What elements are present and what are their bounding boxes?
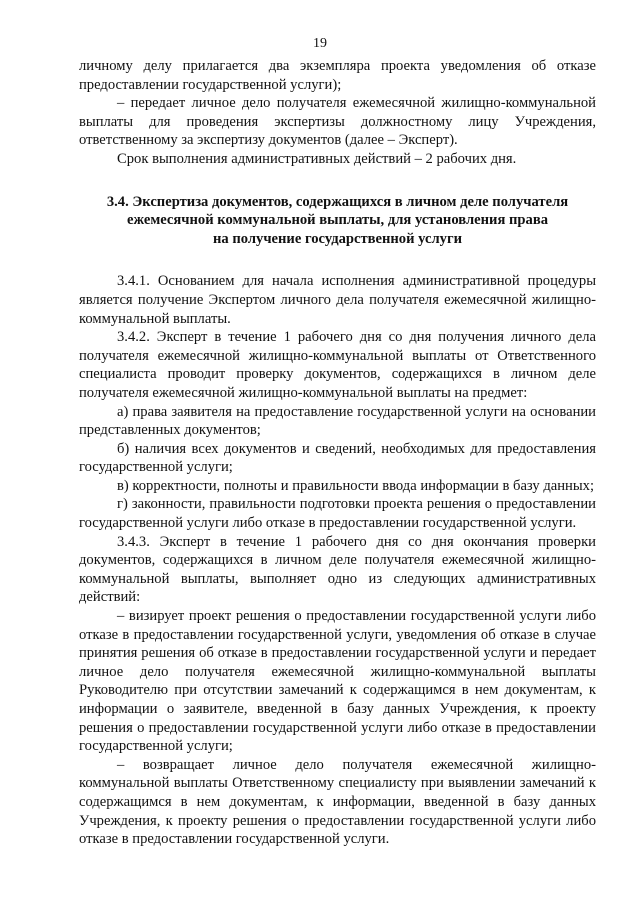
paragraph: 3.4.3. Эксперт в течение 1 рабочего дня со дня окончания проверки документов, содержащихся в личном деле получателя ежемесячной жилищно-коммунальной выплаты, выполняет одно из следующих административных действий: [79, 533, 596, 606]
section-heading [79, 193, 596, 249]
heading-line: ежемесячной коммунальной выплаты, для установления права [126, 212, 548, 229]
heading-line: на получение государственной услуги [212, 230, 463, 247]
list-item: в) корректности, полноты и правильности ввода информации в базу данных; [117, 477, 595, 494]
list-item: – возвращает личное дело получателя ежемесячной жилищно-коммунальной выплаты Ответственному специалисту при выявлении замечаний к содержащимся в нем документам, к информации, введенной в базу данных Учреждения, к проекту решения о предоставлении государственной услуги либо отказе в предоставлении государственной услуги. [79, 756, 596, 848]
paragraph: личному делу прилагается два экземпляра проекта уведомления об отказе предоставлении государственной услуги); [79, 58, 596, 93]
list-item: б) наличия всех документов и сведений, необходимых для предоставления государственной услуги; [79, 440, 596, 476]
list-item: г) законности, правильности подготовки проекта решения о предоставлении государственной услуги либо отказе в предоставлении государственной услуги. [79, 496, 596, 532]
paragraph: 3.4.2. Эксперт в течение 1 рабочего дня со дня получения личного дела получателя ежемесячной жилищно-коммунальной выплаты от Ответственного специалиста проводит проверку документов, содержащихся в личном деле получателя ежемесячной жилищно-коммунальной выплаты на предмет: [79, 329, 596, 401]
paragraph: 3.4.1. Основанием для начала исполнения административной процедуры является получение Экспертом личного дела получателя ежемесячной жилищно-коммунальной выплаты. [79, 273, 596, 327]
list-item: а) права заявителя на предоставление государственной услуги на основании представленных документов; [79, 403, 596, 439]
document-body [79, 57, 596, 849]
heading-line: 3.4. Экспертиза документов, содержащихся в личном деле получателя [106, 193, 569, 210]
page-number: 19 [313, 36, 327, 51]
paragraph: – передает личное дело получателя ежемесячной жилищно-коммунальной выплаты для проведения экспертизы должностному лицу Учреждения, ответственному за экспертизу документов (далее – Эксперт). [79, 95, 596, 149]
paragraph: Срок выполнения административных действий – 2 рабочих дня. [117, 150, 517, 167]
list-item: – визирует проект решения о предоставлении государственной услуги либо отказе в предоставлении государственной услуги, уведомления об отказе в случае принятия решения об отказе в предоставлении государственной услуги и передает личное дело получателя ежемесячной жилищно-коммунальной выплаты Руководителю при отсутствии замечаний к содержащимся в нем документам, к информации о заявителе, введенной в базу данных Учреждения, к проекту решения о предоставлении государственной услуги либо отказе в предоставлении государственной услуги; [79, 608, 596, 755]
